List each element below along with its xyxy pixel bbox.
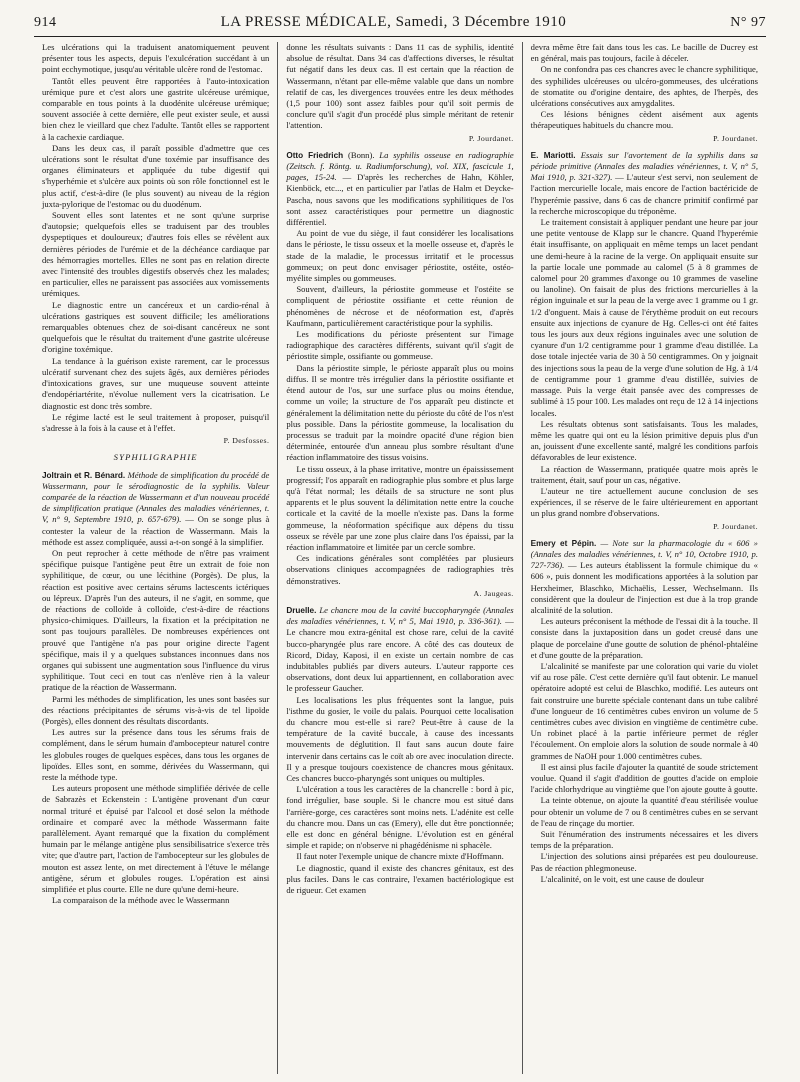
paragraph: Tantôt elles peuvent être rapportées à l'auto-intoxication urémique pure et c'est alors une gastrite ulcéreuse urémique, comparable en tous points à la duodénite ulcéreuse urémique; souvent associée à cette dernière, elle peut exister seule, et aussi bien chez le vieillard que chez l'adulte. Tantôt elles se rapportent à la cachexie cardiaque.	[42, 75, 270, 142]
entry-title: Méthode de simplification du procédé de Wassermann, pour le sérodiagnostic de la syphilis. Valeur comparée de la réaction de Wassermann et d'un nouveau procédé de simplification pratique	[42, 469, 270, 514]
entry-author: Otto Friedrich	[286, 150, 344, 160]
author-signature: P. Desfosses.	[223, 436, 270, 446]
entry-text: — On se songe plus à contester la valeur de la réaction de Wassermann. Mais la méthode est assez compliquée, aussi a-t-on songé à la simplifier.	[42, 514, 270, 547]
paragraph: Le traitement consistait à appliquer pendant une heure par jour une petite ventouse de Klapp sur le chancre. Quand l'hyperémie était insuffisante, on appliquait en même temps un lacet pendant une demi-heure à la racine de la verge. On appliquait ensuite sur la partie locale une pommade au calomel (5 à 8 grammes de calomel pour 20 grammes d'axonge ou 10 grammes de vaseline ou lanoline). On faisait de plus des frictions mercurielles à la région inguinale et sur la peau de la verge avec 1 gramme ou 1 gr. 1/2 d'onguent. Mais à cause de l'érythème produit on eut recours ensuite aux injections de cyanure de Hg. Celles-ci ont été faites tous les jours aux deux régions inguinales avec une solution de cyanure d'un 1/2 centigramme pour 1 gramme d'eau distillée. La dose totale injectée varia de 30 à 50 centigrammes. On y joignait des injections sous la peau de la verge d'une solution de Hg. à 1/4 de centigramme pour 1 gramme d'eau distillée, suivies de massage. Puis la verge était pansée avec des compresses de sublimé à 15 pour 100. Les malades ont reçu de 12 à 14 injections locales.	[530, 217, 758, 418]
entry-heading	[286, 150, 513, 228]
entry-title: Essais sur l'avortement de la syphilis dans sa période primitive	[530, 149, 758, 172]
author-signature: P. Jourdanet.	[713, 521, 758, 531]
paragraph: L'ulcération a tous les caractères de la chancrelle : bord à pic, fond irrégulier, base souple. Si le chancre mou est situé dans l'arrière-gorge, ces caractères sont moins nets. L'adénite est celle du chancre mou. Dans un cas (Emery), elle dut être ponctionnée; elle est donc en général bénigne. L'évolution est en général simple et rapide; on n'observe ni phagédénisme ni sphacèle.	[286, 784, 514, 851]
author-signature: A. Jaugeas.	[473, 588, 514, 598]
paragraph: devra même être fait dans tous les cas. Le bacille de Ducrey est en général, mais pas toujours, facile à déceler.	[530, 42, 758, 64]
review-entry	[42, 470, 269, 907]
paragraph: L'injection des solutions ainsi préparées est peu douloureuse. Pas de réaction phlegmoneuse.	[530, 851, 758, 873]
entry-title: Le chancre mou de la cavité buccopharyngée	[319, 604, 481, 615]
journal-title: LA PRESSE MÉDICALE, Samedi, 3 Décembre 1910	[220, 14, 567, 30]
column-2	[277, 42, 521, 1074]
entry-reference: (Annales des maladies vénériennes, t. V, n° 5, Mai 1910, p. 336-361).	[286, 604, 514, 627]
paragraph: La réaction de Wassermann, pratiquée quatre mois après le traitement, était, sauf pour un cas, négative.	[530, 463, 758, 485]
column-3	[522, 42, 766, 1074]
column-1	[34, 42, 277, 1074]
entry-text: — D'après les recherches de Hahn, Köhler, Kienböck, etc..., et en particulier par l'atlas de Halm et Deycke-Pascha, nous savons que les modifications syphilitiques de l'os sont assez caractéristiques pour permettre un diagnostic différentiel.	[286, 172, 514, 228]
paragraph: donne les résultats suivants : Dans 11 cas de syphilis, identité absolue de résultat. Dans 34 cas d'affections diverses, le résultat fut négatif dans les deux cas. Il est certain que la réaction de Wassermann, n'étant par elle-même valable que dans un nombre relatif de cas, les divergences trouvées entre les deux méthodes (1,5 pour 100) sont assez faibles pour qu'il soit permis de conclure qu'il s'agit d'un procédé plus simple méritant de retenir l'attention.	[286, 42, 514, 131]
entry-heading	[531, 150, 758, 217]
paragraph: Ces lésions bénignes cèdent aisément aux agents thérapeutiques habituels du chancre mou.	[530, 109, 758, 131]
paragraph: L'alcalinité, on le voit, est une cause de douleur	[540, 873, 704, 884]
entry-author: Druelle.	[286, 605, 317, 615]
paragraph: Parmi les méthodes de simplification, les unes sont basées sur des réactions précipitantes de sérums vis-à-vis de tel lipoïde (Porgès), elles donnent des résultats discordants.	[42, 693, 270, 726]
paragraph: Dans les deux cas, il paraît possible d'admettre que ces ulcérations sont le résultat d'une toxémie par insuffisance des organes éliminateurs et appliquée du tube digestif qui s'hyperhémie et s'ulcère aux points où son rôle fonctionnel est le plus actif, c'est-à-dire (le plus souvent) au niveau de la région juxta-pylorique de l'estomac ou du duodénum.	[42, 142, 270, 209]
entry-reference: (Zeitsch. f. Röntg. u. Radiumforschung), vol. XIX, fascicule 1, pages, 15-24.	[286, 161, 514, 183]
paragraph: Suit l'énumération des instruments nécessaires et les divers temps de la préparation.	[530, 829, 758, 851]
paragraph: Dans la périostite simple, le périoste apparaît plus ou moins diffus. Il se montre très irrégulier dans la périostite ossifiante et étend autour de l'os, sur une surface plus ou moins étendue, comme un voile; la structure de l'os apparaît peu distincte et généralement la délimitation nette du périoste du côté de l'os n'est plus possible. Dans la périostite gommeuse, la localisation du processus se traduit par la moindre opacité d'une région bien déterminée, entourée d'un anneau plus sombre résultant d'une réaction inflammatoire des tissus voisins.	[286, 362, 514, 463]
entry-title: La syphilis osseuse en radiographie	[379, 149, 514, 160]
entry-text: — L'auteur s'est servi, non seulement de l'action mercurielle locale, mais encore de l'action bactéricide de l'hyperémie passive, dans 6 cas de chancre primitif confirmé par la recherche microscopique du tréponème.	[530, 172, 758, 216]
paragraph: On ne confondra pas ces chancres avec le chancre syphilitique, des syphilides ulcéreuses ou ulcéro-gommeuses, des ulcérations de stomatite ou d'origine dentaire, des aphtes, de l'herpès, des ulcérations consécutives aux amygdalites.	[530, 64, 758, 109]
entry-place: (Bonn).	[347, 149, 375, 160]
entry-reference: (Annales des maladies vénériennes, t. V, n° 9, Septembre 1910, p. 657-679).	[42, 503, 270, 525]
review-entry	[286, 605, 513, 896]
paragraph: L'alcalinité se manifeste par une coloration qui varie du violet vif au rose pâle. C'est cette dernière qu'il faut obtenir. Le manuel opératoire adopté est celui de Blaschko, modifié. Les auteurs ont fait construire une burette spéciale contenant dans un tube calibré d'une longueur de 16 centimètres cubes environ un volume de 5 centimètres cubes avec division en vingtième de centimètre cube. Un robinet placé à la partie inférieure permet de régler l'écoulement. On emploie alors la solution de soude normale à 40 grammes de NaOH pour 1.000 centimètres cubes.	[530, 660, 758, 761]
paragraph: Il faut noter l'exemple unique de chancre mixte d'Hoffmann.	[296, 851, 504, 862]
paragraph: Les modifications du périoste présentent sur l'image radiographique des caractères différents, suivant qu'il s'agit de périostite simple, ossifiante ou gommeuse.	[286, 329, 514, 362]
entry-heading	[42, 470, 269, 548]
running-head	[34, 14, 766, 34]
review-entry	[531, 538, 758, 885]
author-signature: P. Jourdanet.	[713, 133, 758, 143]
paragraph: Le diagnostic, quand il existe des chancres génitaux, est des plus faciles. Dans le cas contraire, l'examen bactériologique est de rigueur. Cet examen	[286, 862, 514, 896]
entry-reference: (Annales des maladies vénériennes, t. V, n° 5, Mai 1910, p. 321-327).	[530, 161, 758, 183]
author-signature: P. Jourdanet.	[468, 133, 514, 143]
section-heading: SYPHILIGRAPHIE	[113, 452, 198, 463]
paragraph: La teinte obtenue, on ajoute la quantité d'eau stérilisée voulue pour obtenir un volume de 7 ou 8 centimètres cubes en se servant de l'eau de rinçage du mortier.	[530, 795, 758, 828]
paragraph: Au point de vue du siège, il faut considérer les localisations dans le périoste, le tissu osseux et la moelle osseuse et, d'après le stade de la maladie, le processus irritatif et le processus gommeux; on peut donc envisager périostite, ostéite, ostéo-myélite simples ou gommeuses.	[286, 228, 514, 284]
paragraph: On peut reprocher à cette méthode de n'être pas vraiment spécifique puisque l'antigène peut être un extrait de foie non syphilitique, de cœur, ou une lécithine (Porgès). De plus, la réaction est positive avec certains sérums lactescents ictériques ou lépreux. D'après l'un des auteurs, il ne s'agit, en somme, que de réactions de colloïde à colloïde, c'est-à-dire de réactions physico-chimiques. D'ailleurs, la fixation et la précipitation ne sont pas toujours parallèles. De nombreuses expériences ont prouvé que l'antigène n'a pas pour origine directe l'agent spécifique, mais il y a quelques substances inconnues dans nos organes qui subissent une augmentation sous l'influence du virus syphilitique. Tout ceci en tout cas n'enlève rien à la valeur pratique de la réaction de Wassermann.	[42, 547, 270, 693]
paragraph: Souvent elles sont latentes et ne sont qu'une surprise d'autopsie; quelquefois elles se traduisent par des troubles dyspeptiques et douloureux; d'autres fois elles se révèlent aux dernières périodes de l'urémie et de la déchéance cardiaque par des hémorragies mortelles. Elles ne sont pas en relation directe avec l'intensité des troubles digestifs observés chez les malades; en particulier, elles ne paraissent pas associées aux vomissements urémiques.	[42, 210, 270, 299]
entry-heading	[531, 538, 758, 616]
paragraph: Les auteurs préconisent la méthode de l'essai dit à la touche. Il consiste dans la juxtaposition dans un godet creusé dans une plaque de porcelaine d'une goutte de solution de phénol-phtaléine et d'une goutte de la préparation.	[530, 616, 758, 660]
entry-heading	[286, 605, 513, 695]
paragraph: L'auteur ne tire actuellement aucune conclusion de ses expériences, il se réserve de le faire ultérieurement en apportant un plus grand nombre d'observations.	[530, 485, 758, 519]
paragraph: Les autres sur la présence dans tous les sérums frais de complément, dans le sérum humain d'ambocepteur naturel contre les globules rouges de quelques espèces, dans tous les organes de lipoïdes. Elles sont, en somme, dérivées du Wassermann, qui reste la méthode type.	[42, 727, 270, 782]
paragraph: Les auteurs proposent une méthode simplifiée dérivée de celle de Sabrazès et Eckenstein : L'antigène provenant d'un cœur normal trituré et épuisé par l'alcool et dosé selon la méthode ordinaire et comparé avec la méthode Wassermann faite parallèlement. Ayant remarqué que la fixation du complément humain par le mélange antigène plus sensibilisatrice s'exerce très vite; que d'autre part, l'action de l'ambocepteur sur les globules de mouton est assez lente, on met directement à l'étuve le mélange antigène, sérum et globules rouges. L'opération est ainsi simplifiée et plus courte. Elle ne dure qu'une demi-heure.	[42, 783, 270, 895]
paragraph: Souvent, d'ailleurs, la périostite gommeuse et l'ostéite se compliquent de périostite ossifiante et cette réunion de phénomènes de nécrose et de néoformation est, d'après Kaufmann, particulièrement caractéristique pour la syphilis.	[286, 284, 514, 328]
entry-author: Emery et Pépin.	[530, 538, 597, 548]
entry-author: Joltrain et R. Bénard.	[42, 470, 126, 480]
paragraph: Le régime lacté est le seul traitement à proposer, puisqu'il s'adresse à la fois à la cause et à l'effet.	[42, 411, 270, 433]
review-entry	[531, 150, 758, 532]
entry-title: — Note sur la pharmacologie du « 606 »	[600, 537, 758, 548]
paragraph: Il est ainsi plus facile d'ajouter la quantité de soude strictement voulue. Quand il s'agit d'addition de gouttes d'acide on emploie l'acide chlorhydrique au vingtième que l'on ajoute goutte à goutte.	[530, 761, 758, 795]
header-rule	[34, 36, 766, 37]
entry-reference: (Annales des maladies vénériennes, t. V, n° 10, Octobre 1910, p. 727-736).	[530, 548, 758, 571]
issue-number: N° 97	[730, 15, 766, 30]
paragraph: Les ulcérations qui la traduisent anatomiquement peuvent présenter tous les aspects, depuis l'exulcération succédant à un point ecchymotique, jusqu'au véritable ulcère rond de l'estomac.	[42, 42, 270, 75]
entry-text: — Les auteurs établissent la formule chimique du « 606 », puis donnent les modifications apportées à la solution par Herxheimer, Blaschko, Michaëlis, Lesser, Wechselmann. Ils considèrent que la douleur de l'injection est due à la trop grande alcalinité de la solution.	[530, 560, 758, 615]
paragraph: La comparaison de la méthode avec le Wassermann	[52, 895, 230, 906]
article-columns	[34, 42, 766, 1074]
paragraph: Les résultats obtenus sont satisfaisants. Tous les malades, même les quatre qui ont eu la lésion primitive depuis plus d'un an, jouissent d'une excellente santé, malgré les conditions parfois défavorables de leur existence.	[530, 418, 758, 463]
paragraph: Les localisations les plus fréquentes sont la langue, puis l'isthme du gosier, le voile du palais. Pourquoi cette localisation du chancre mou est-elle si rare? Peut-être à cause de la température de la cavité buccale, à cause des incessants mouvements de déglutition. Il faut sans aucun doute faire intervenir dans certains cas le coït ab ore avec inoculation directe. Il y a presque toujours coexistence de chancres mous génitaux. Ces chancres bucco-pharyngés sont uniques ou multiples.	[286, 694, 514, 783]
paragraph: Ces indications générales sont complétées par plusieurs observations cliniques accompagnées de radiographies très démonstratives.	[286, 553, 514, 586]
entry-author: E. Mariotti.	[530, 150, 576, 160]
paragraph: Le tissu osseux, à la phase irritative, montre un épaississement progressif; l'os apparaît en radiographie plus sombre et plus large qu'à l'état normal; les détails de sa structure ne sont plus apparents et le plus souvent la délimitation nette entre la couche corticale et la cavité de la moelle n'existe pas. Dans la forme gommeuse, la néoformation spécifique aux dépens du tissu osseux se révèle par une zone plus claire dans l'os épaissi, par la réaction inflammatoire et limitée par un cercle sombre.	[286, 463, 514, 552]
page-number: 914	[34, 15, 57, 30]
paragraph: Le diagnostic entre un cancéreux et un cardio-rénal à ulcérations gastriques est souvent difficile; les améliorations remarquables obtenues chez de soi-disant cancéreux ne sont quelquefois que le résultat du traitement d'une gastrite ulcéreuse d'origine toxémique.	[42, 299, 270, 355]
entry-text: — Le chancre mou extra-génital est chose rare, celui de la cavité bucco-pharyngée plus rare encore. A côté des cas douteux de Ricord, Diday, Kaposi, il en existe un certain nombre de cas indubitables publiés par divers auteurs. L'auteur rapporte ces observations, dont deux lui appartiennent, en collaboration avec le professeur Gaucher.	[286, 616, 514, 694]
paragraph: La tendance à la guérison existe rarement, car le processus ulcératif survenant chez des sujets âgés, aux dernières périodes d'intoxications graves, sur une muqueuse souvent atteinte d'endopériartérite, n'évolue nullement vers la cicatrisation. Le diagnostic est donc très sombre.	[42, 355, 270, 411]
review-entry	[286, 150, 513, 599]
